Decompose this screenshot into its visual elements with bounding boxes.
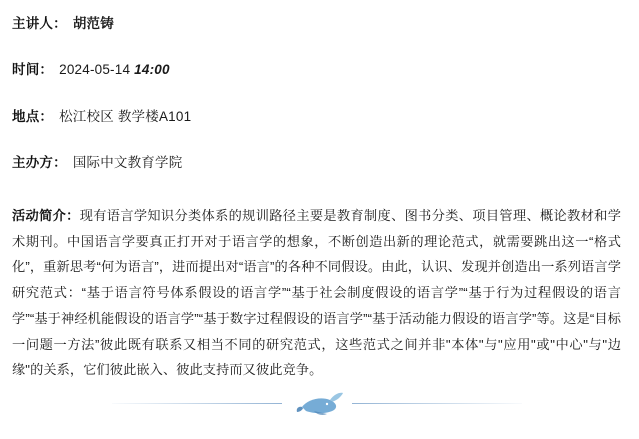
footer-ornament — [0, 383, 639, 423]
divider-right — [352, 403, 522, 404]
speaker-row — [12, 14, 621, 34]
location-value: 松江校区 教学楼A101 — [59, 108, 192, 124]
organizer-value: 国际中文教育学院 — [72, 154, 183, 170]
activity-intro — [12, 203, 621, 383]
whale-icon — [292, 385, 346, 421]
speaker-label: 主讲人： — [12, 16, 67, 31]
speaker-value: 胡范铸 — [72, 16, 114, 31]
activity-intro-label: 活动简介： — [12, 208, 80, 223]
time-clock-value: 14:00 — [134, 62, 170, 78]
divider-left — [112, 403, 282, 404]
organizer-row — [12, 153, 621, 173]
time-date-value: 2024-05-14 — [59, 62, 131, 78]
time-label: 时间： — [12, 62, 54, 78]
time-row — [12, 60, 621, 80]
activity-intro-text: 现有语言学知识分类体系的规训路径主要是教育制度、图书分类、项目管理、概论教材和学术期刊。中国语言学要真正打开对于语言学的想象，不断创造出新的理论范式，就需要跳出这一“格式化”，重新思考“何为语言”，进而提出对“语言”的各种不同假设。由此，认识、发现并创造出一系列语言学研究范式：“基于语言符号体系假设的语言学”“基于社会制度假设的语言学”“基于行为过程假设的语言学”“基于神经机能假设的语言学”“基于数字过程假设的语言学”“基于活动能力假设的语言学”等。这是“目标一问题一方法”彼此既有联系又相当不同的研究范式，这些范式之间并非"本体"与"应用"或"中心"与"边缘"的关系，它们彼此嵌入、彼此支持而又彼此竞争。 — [12, 208, 622, 378]
location-label: 地点： — [12, 108, 54, 124]
location-row — [12, 107, 621, 127]
organizer-label: 主办方： — [12, 154, 67, 170]
